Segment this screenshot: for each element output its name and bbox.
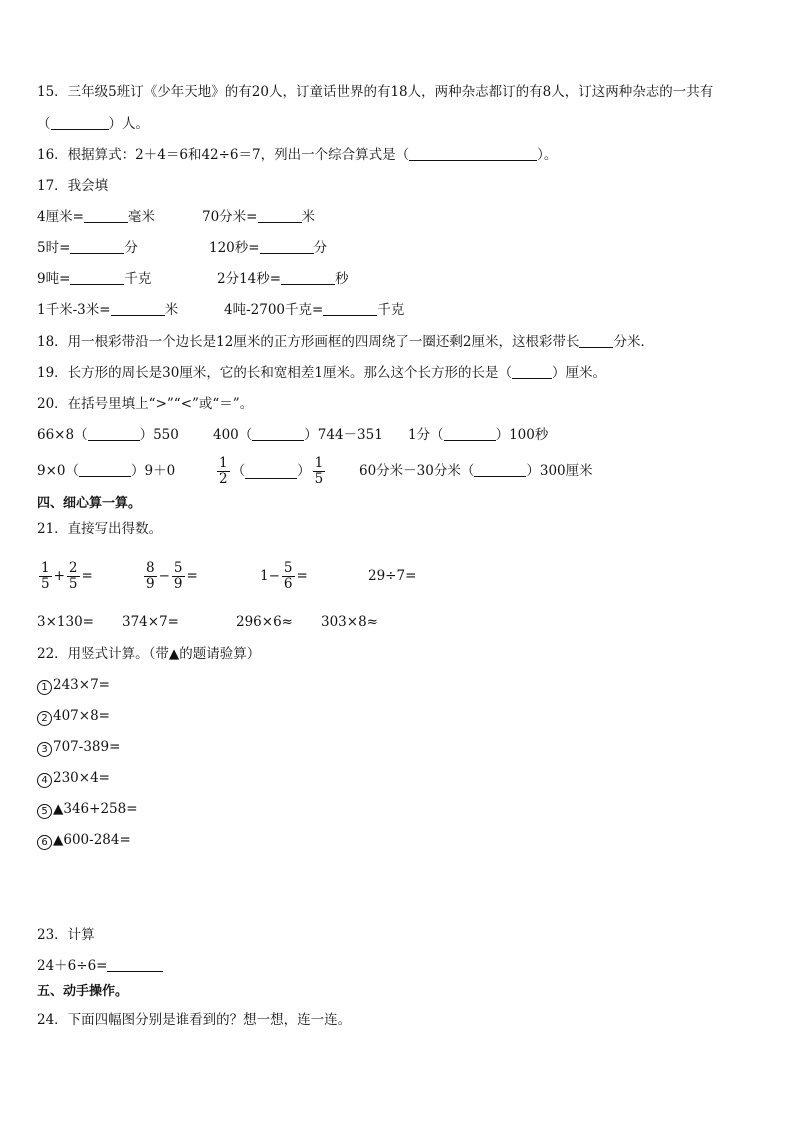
- answer-blank-16[interactable]: [409, 146, 537, 161]
- answer-blank-17-1[interactable]: [84, 208, 128, 223]
- compare-blank-20-6[interactable]: [474, 462, 526, 477]
- question-21-title: 21．直接写出得数。: [37, 521, 163, 537]
- question-17-title: 17．我会填: [37, 178, 109, 194]
- answer-blank-18[interactable]: [579, 333, 613, 348]
- question-20-title: 20．在括号里填上“>”“<”或“＝”。: [37, 396, 254, 412]
- question-19: 19．长方形的周长是30厘米，它的长和宽相差1厘米。那么这个长方形的长是（ ）厘米。: [37, 365, 606, 381]
- question-22-item-1: 1 243×7=: [37, 676, 110, 695]
- question-20-row-2: 9×0（ ）9＋0 $\frac{1}{2}$ （ ） $\frac{1}{5}$ 60分米－30分米（ ）300厘米: [37, 454, 593, 487]
- answer-blank-17-5[interactable]: [70, 270, 124, 285]
- question-17-row-2: 5时= 分 120秒= 分: [37, 240, 328, 256]
- answer-blank-23[interactable]: [107, 957, 163, 972]
- question-22-item-5: 5 ▲346+258=: [37, 800, 138, 819]
- question-21-row-2: 3×130= 374×7= 296×6≈ 303×8≈: [37, 614, 378, 630]
- compare-blank-20-2[interactable]: [252, 426, 304, 441]
- item-21-d: 29÷7=: [368, 568, 417, 584]
- question-15-line1: 15．三年级5班订《少年天地》的有20人，订童话世界的有18人，两种杂志都订的有8人，订这两种杂志的一共有: [37, 84, 714, 100]
- question-17-row-1: 4厘米= 毫米 70分米= 米: [37, 209, 315, 225]
- question-23-expression: 24＋6÷6=: [37, 957, 163, 975]
- question-21-row-1: [37, 556, 416, 596]
- question-16: 16．根据算式：2＋4＝6和42÷6＝7，列出一个综合算式是（ ）。: [37, 147, 558, 163]
- question-17-row-4: 1千米-3米= 米 4吨-2700千克= 千克: [37, 302, 405, 318]
- item-21-c: 1− $\frac{5}{6}$ =: [260, 559, 308, 592]
- compare-blank-20-1[interactable]: [88, 426, 140, 441]
- answer-blank-15[interactable]: [51, 115, 109, 130]
- answer-blank-17-6[interactable]: [281, 270, 335, 285]
- section-5-heading: 五、动手操作。: [37, 984, 129, 999]
- question-22-item-6: 6 ▲600-284=: [37, 831, 131, 850]
- question-22-item-4: 4 230×4=: [37, 769, 110, 788]
- question-24: 24．下面四幅图分别是谁看到的？想一想，连一连。: [37, 1012, 352, 1028]
- answer-blank-17-3[interactable]: [70, 239, 124, 254]
- answer-blank-19[interactable]: [512, 364, 552, 379]
- answer-blank-17-2[interactable]: [258, 208, 302, 223]
- compare-blank-20-5[interactable]: [245, 464, 297, 479]
- answer-blank-17-4[interactable]: [260, 239, 314, 254]
- question-20-row-1: 66×8（ ）550 400（ ）744－351 1分（ ）100秒: [37, 427, 549, 443]
- compare-blank-20-3[interactable]: [444, 426, 496, 441]
- fraction-one-half: $\frac{1}{2}$: [219, 454, 228, 487]
- question-22-item-2: 2 407×8=: [37, 707, 110, 726]
- section-4-heading: 四、细心算一算。: [37, 496, 142, 511]
- question-18: 18．用一根彩带沿一个边长是12厘米的正方形画框的四周绕了一圈还剩2厘米，这根彩带长 分米．: [37, 334, 654, 350]
- compare-blank-20-4[interactable]: [79, 462, 131, 477]
- item-21-a: $\frac{1}{5}$ + $\frac{2}{5}$ =: [41, 559, 93, 592]
- answer-blank-17-8[interactable]: [323, 301, 377, 316]
- question-23-title: 23．计算: [37, 927, 95, 943]
- fraction-one-fifth: $\frac{1}{5}$: [314, 454, 324, 487]
- item-21-b: $\frac{8}{9}$ − $\frac{5}{9}$ =: [146, 559, 198, 592]
- question-15-line2: （ ）人。: [37, 116, 149, 132]
- question-22-item-3: 3 707-389=: [37, 738, 120, 757]
- question-22-title: 22．用竖式计算。（带▲的题请验算）: [37, 646, 261, 662]
- answer-blank-17-7[interactable]: [111, 301, 165, 316]
- question-17-row-3: 9吨= 千克 2分14秒= 秒: [37, 271, 349, 287]
